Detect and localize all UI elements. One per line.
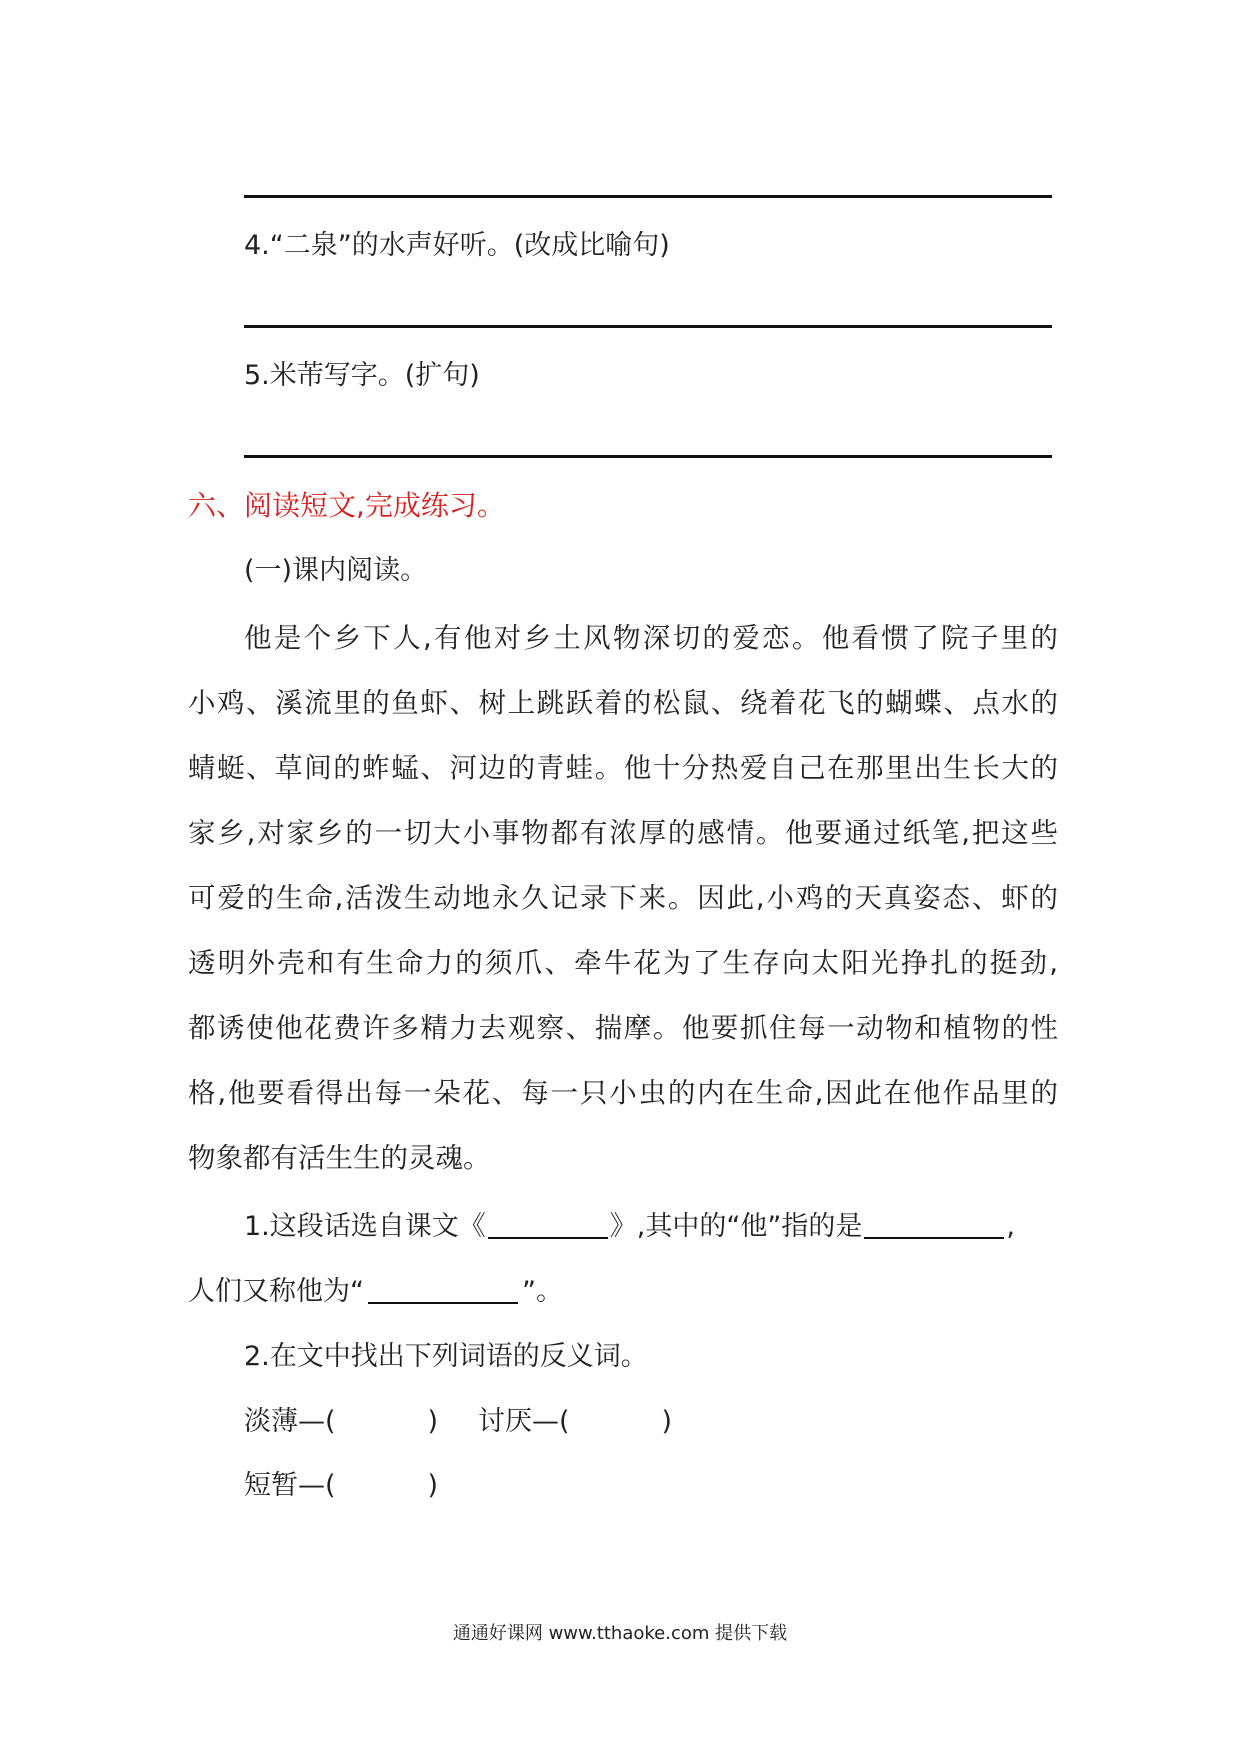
antonym-close: ) [427,1406,439,1437]
exercise-1 [244,1209,1015,1245]
passage-line: 蜻蜓、草间的蚱蜢、河边的青蛙。他十分热爱自己在那里出生长大的 [188,752,1058,784]
antonym-close: ) [661,1406,673,1437]
question-4: 4.“二泉”的水声好听。(改成比喻句) [244,230,670,261]
antonym-word: 讨厌—( [478,1406,570,1437]
antonym-word: 短暂—( [244,1470,336,1501]
section-title: 六、阅读短文,完成练习。 [188,489,505,522]
antonym-item [244,1468,438,1504]
antonym-item [244,1404,438,1440]
answer-line [244,325,1052,328]
passage-line: 家乡,对家乡的一切大小事物都有浓厚的感情。他要通过纸笔,把这些 [188,817,1058,849]
exercise-2: 2.在文中找出下列词语的反义词。 [244,1341,648,1372]
fill-blank-title[interactable] [488,1209,608,1239]
exercise-1-text: , [1006,1211,1015,1242]
passage-line: 格,他要看得出每一朵花、每一只小虫的内在生命,因此在他作品里的 [188,1077,1058,1109]
page-footer: 通通好课网 www.tthaoke.com 提供下载 [452,1623,788,1644]
passage-line: 物象都有活生生的灵魂。 [188,1142,491,1174]
passage-line: 可爱的生命,活泼生动地永久记录下来。因此,小鸡的天真姿态、虾的 [188,882,1058,914]
exercise-1-text: 》,其中的“他”指的是 [609,1211,863,1242]
passage-line: 都诱使他花费许多精力去观察、揣摩。他要抓住每一动物和植物的性 [188,1012,1058,1044]
answer-line [244,195,1052,198]
section-subtitle: (一)课内阅读。 [244,555,428,586]
fill-blank-nickname[interactable] [368,1274,518,1304]
passage-line: 透明外壳和有生命力的须爪、牵牛花为了生存向太阳光挣扎的挺劲, [188,947,1058,979]
fill-blank-person[interactable] [864,1209,1004,1239]
exercise-1-continued [188,1274,563,1310]
exercise-1-text: 人们又称他为“ [188,1276,364,1307]
exercise-1-text: 1.这段话选自课文《 [244,1211,486,1242]
antonym-word: 淡薄—( [244,1406,336,1437]
answer-line [244,455,1052,458]
exercise-1-text: ”。 [522,1276,563,1307]
antonym-close: ) [427,1470,439,1501]
passage-line: 他是个乡下人,有他对乡土风物深切的爱恋。他看惯了院子里的 [244,622,1058,654]
passage-line: 小鸡、溪流里的鱼虾、树上跳跃着的松鼠、绕着花飞的蝴蝶、点水的 [188,687,1058,719]
reading-passage [188,616,1058,1201]
question-5: 5.米芾写字。(扩句) [244,360,480,391]
antonym-item [478,1404,672,1440]
